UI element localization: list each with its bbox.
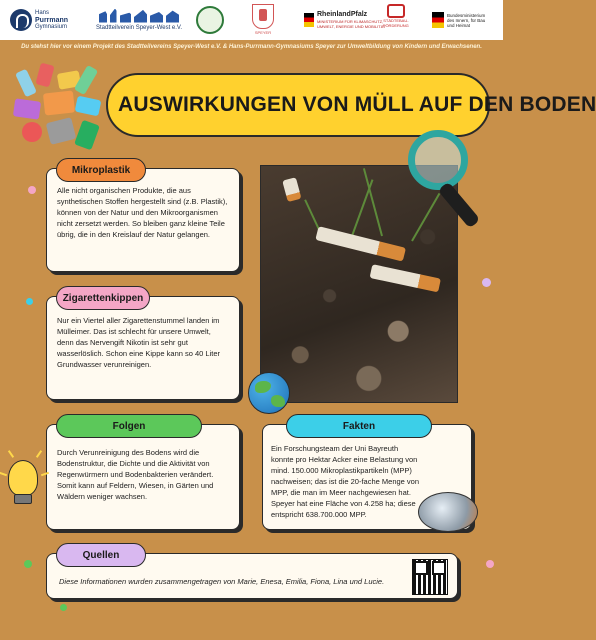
decorative-dot xyxy=(482,278,491,287)
qr-code-icon[interactable] xyxy=(412,559,448,595)
bmi-line: Bundesministerium xyxy=(447,12,486,18)
fakten-heading-text: Fakten xyxy=(342,420,376,432)
decorative-dot xyxy=(24,560,32,568)
folgen-card xyxy=(46,424,240,530)
page-title: AUSWIRKUNGEN VON MÜLL AUF DEN BODEN xyxy=(118,93,596,116)
bmi-line: und Heimat xyxy=(447,22,471,28)
staedtebau-line: STÄDTEBAU- xyxy=(383,18,409,23)
decorative-dot xyxy=(60,604,67,611)
skyline-icon xyxy=(99,9,179,23)
zigarettenkippen-heading-text: Zigarettenkippen xyxy=(62,292,144,304)
mikroplastik-text: Alle nicht organischen Produkte, die aus synthetischen Stoffen hergestellt sind (z.B. Plastik), können von der Natur und den Mikroorganismen nicht zersetzt werden. So bleiben ganz kleine Teile übrig, die in den Kreislauf der Natur gelangen. xyxy=(57,186,228,239)
school-logo-line: Gymnasium xyxy=(35,23,68,30)
logo-bar xyxy=(0,0,503,40)
microplastic-on-finger-image xyxy=(418,492,478,532)
light-ray xyxy=(8,450,14,458)
staedtebau-icon xyxy=(387,4,405,18)
rlp-line: UMWELT, ENERGIE UND MOBILITÄT xyxy=(317,24,386,29)
decorative-dot xyxy=(28,186,36,194)
magnifier-icon xyxy=(408,130,468,190)
decorative-dot xyxy=(486,560,494,568)
folgen-heading-text: Folgen xyxy=(112,420,146,432)
staedtebau-line: FÖRDERUNG xyxy=(383,23,409,28)
cigarette-butts-photo xyxy=(260,165,458,403)
light-ray xyxy=(36,450,42,458)
globe-icon xyxy=(248,372,290,414)
speyer-logo-text: SPEYER xyxy=(254,30,272,35)
mikroplastik-heading-text: Mikroplastik xyxy=(71,164,131,176)
quellen-text: Diese Informationen wurden zusammengetragen von Marie, Enesa, Emilia, Fiona, Lina und Lucie. xyxy=(59,577,385,586)
title-banner xyxy=(106,73,596,137)
trash-pile-illustration xyxy=(10,62,108,154)
stadtteilverein-logo xyxy=(96,4,182,36)
zigarettenkippen-card xyxy=(46,296,240,400)
umwelt-seal-logo xyxy=(196,4,224,36)
zigarettenkippen-heading xyxy=(56,286,150,310)
lightbulb-icon xyxy=(8,460,38,496)
school-logo xyxy=(10,4,68,36)
folgen-text: Durch Verunreinigung des Bodens wird die Bodenstruktur, die Dichte und die Aktivität von Regenwürmern und Bodenbakterien verändert. Somit kann auf Feldern, Wiesen, in Gärten und Wäldern weniger wachsen. xyxy=(57,448,214,501)
quellen-heading xyxy=(56,543,146,567)
intro-strip xyxy=(0,40,503,54)
fakten-heading xyxy=(286,414,432,438)
folgen-heading xyxy=(56,414,202,438)
mikroplastik-heading xyxy=(56,158,146,182)
crest-icon xyxy=(252,4,274,29)
seal-icon xyxy=(196,6,224,34)
bmi-line: des Innern, für Bau xyxy=(447,17,486,23)
stadtteilverein-text: Stadtteilverein Speyer-West e.V. xyxy=(96,24,183,31)
fakten-text: Ein Forschungsteam der Uni Bayreuth konnte pro Hektar Acker eine Belastung von mind. 150.000 Mikroplastikpartikeln (MPP) nachweisen; das ist die 20-fache Menge von MPP, die man im Meer nachgewiesen hat. Speyer hat eine Fläche von 4.258 ha; diese entspricht 638.700.000 MPP. xyxy=(271,444,420,519)
decorative-dot xyxy=(26,298,33,305)
school-logo-line: Purrmann xyxy=(35,16,69,24)
rlp-line: MINISTERIUM FÜR KLIMASCHUTZ, xyxy=(317,19,384,24)
staedtebau-logo xyxy=(383,4,409,36)
lightbulb-base-icon xyxy=(14,494,32,504)
rlp-flag-icon xyxy=(304,13,314,27)
school-logo-line: Hans xyxy=(35,9,50,16)
speyer-logo xyxy=(252,4,274,36)
zigarettenkippen-text: Nur ein Viertel aller Zigarettenstummel landen im Mülleimer. Das ist schlecht für unsere Umwelt, denn das Nervengift Nikotin ist sehr gut wasserlöslich. Schon eine Kippe kann so 40 Liter Grundwasser verunreinigen. xyxy=(57,316,221,369)
quellen-heading-text: Quellen xyxy=(82,549,120,561)
rlp-line: RheinlandPfalz xyxy=(317,11,368,18)
school-logo-icon xyxy=(10,9,32,31)
federal-eagle-icon xyxy=(432,12,444,28)
intro-text: Du stehst hier vor einem Projekt des Stadtteilvereins Speyer-West e.V. & Hans-Purrmann-Gymnasiums Speyer zur Umweltbildung von Kindern und Erwachsenen. xyxy=(21,44,482,50)
bundesministerium-logo xyxy=(432,4,485,36)
light-ray xyxy=(0,472,7,477)
mikroplastik-card xyxy=(46,168,240,272)
rheinland-pfalz-logo xyxy=(304,4,386,36)
